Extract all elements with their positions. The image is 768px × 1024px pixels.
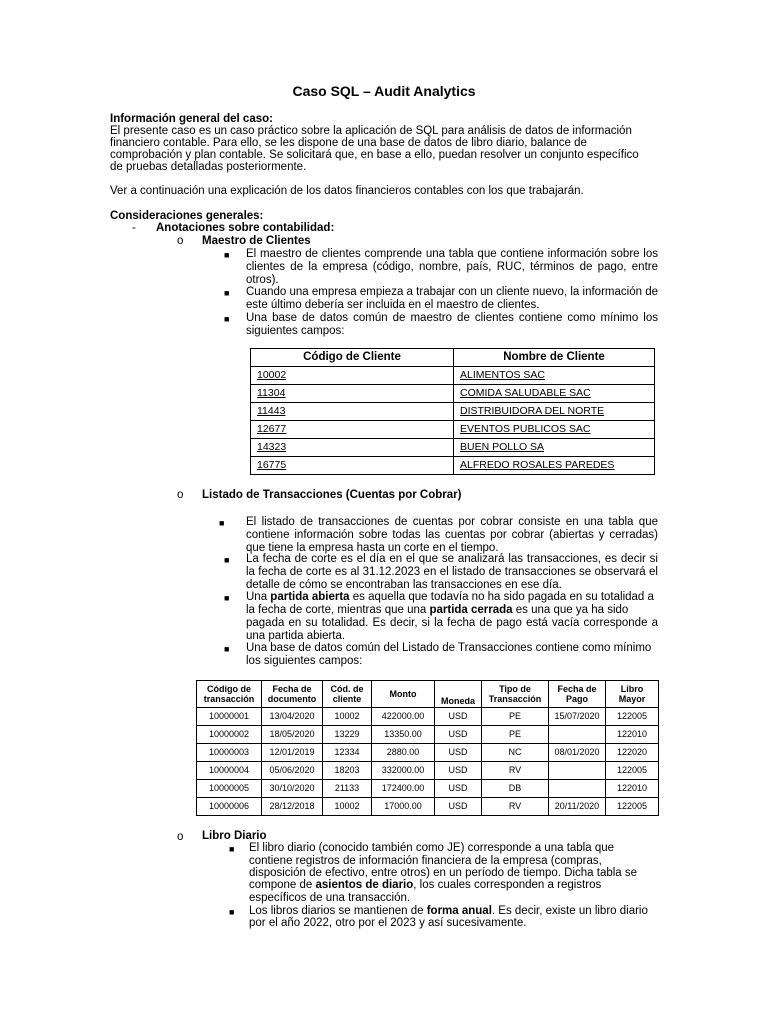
journal-bullet-line: El libro diario (conocido también como JE) corresponde a una tabla que xyxy=(249,842,615,854)
table-row xyxy=(251,439,655,457)
intro-heading: Información general del caso: xyxy=(110,113,273,125)
header-line: Fecha de xyxy=(557,684,597,694)
square-bullet: ■ xyxy=(219,518,225,528)
table-row xyxy=(251,457,655,475)
currency-cell: USD xyxy=(435,762,482,780)
client-code-cell[interactable]: 14323 xyxy=(251,439,454,457)
transaction-type-cell: PE xyxy=(482,708,549,726)
table-row xyxy=(251,385,655,403)
transactions-bullet-line: La fecha de corte es el día en el que se analizará las transacciones, es decir si xyxy=(246,553,658,565)
square-bullet: ■ xyxy=(229,907,235,917)
maestro-bullet-line: Cuando una empresa empieza a trabajar con un cliente nuevo, la información de xyxy=(246,286,658,298)
journal-entries-term: asientos de diario xyxy=(315,879,414,891)
annual-form-term: forma anual xyxy=(426,905,492,917)
maestro-bullet-line: este último debería ser incluida en el maestro de clientes. xyxy=(246,299,540,311)
header-line: Cód. de xyxy=(330,684,364,694)
transactions-bullet-line: detalle de cómo se encontraban las transacciones en ese día. xyxy=(246,579,562,591)
clients-table xyxy=(250,348,655,475)
header-line: Mayor xyxy=(618,694,646,704)
square-bullet: ■ xyxy=(224,250,230,260)
transactions-bullet-line: Una base de datos común del Listado de Transacciones contiene como mínimo xyxy=(246,642,652,654)
transactions-bullet-line: una partida abierta. xyxy=(246,630,346,642)
text-run: la fecha de corte, mientras que una xyxy=(246,604,430,616)
journal-bullet-line: específicos de una transacción. xyxy=(249,892,411,904)
currency-cell: USD xyxy=(435,708,482,726)
client-code-cell: 13229 xyxy=(323,726,372,744)
closed-item-term: partida cerrada xyxy=(429,604,513,616)
maestro-bullet-line: otros). xyxy=(246,274,279,286)
header-line: cliente xyxy=(332,694,362,704)
text-run: Los libros diarios se mantienen de xyxy=(249,905,427,917)
square-bullet: ■ xyxy=(224,644,230,654)
ledger-cell: 122005 xyxy=(606,798,659,816)
transaction-code-cell: 10000005 xyxy=(197,780,262,798)
client-code-cell: 10002 xyxy=(323,798,372,816)
payment-date-cell xyxy=(549,726,606,744)
maestro-heading: Maestro de Clientes xyxy=(202,235,311,247)
col-header-document-date xyxy=(262,681,323,708)
payment-date-cell: 08/01/2020 xyxy=(549,744,606,762)
amount-cell: 17000.00 xyxy=(372,798,435,816)
transactions-bullet-line xyxy=(246,591,658,604)
considerations-heading: Consideraciones generales: xyxy=(110,210,264,222)
transaction-type-cell: DB xyxy=(482,780,549,798)
table-header-row xyxy=(197,681,659,708)
client-name-cell[interactable]: ALFREDO ROSALES PAREDES xyxy=(454,457,655,475)
table-row xyxy=(251,403,655,421)
table-row xyxy=(197,762,659,780)
currency-cell: USD xyxy=(435,780,482,798)
col-header-payment-date xyxy=(549,681,606,708)
payment-date-cell xyxy=(549,762,606,780)
amount-cell: 2880.00 xyxy=(372,744,435,762)
header-line: Fecha de xyxy=(272,684,312,694)
client-code-cell[interactable]: 11304 xyxy=(251,385,454,403)
client-name-cell[interactable]: DISTRIBUIDORA DEL NORTE xyxy=(454,403,655,421)
payment-date-cell: 15/07/2020 xyxy=(549,708,606,726)
transaction-code-cell: 10000004 xyxy=(197,762,262,780)
text-run: , los cuales corresponden a registros xyxy=(413,879,602,891)
transaction-type-cell: NC xyxy=(482,744,549,762)
client-code-cell: 21133 xyxy=(323,780,372,798)
transactions-heading: Listado de Transacciones (Cuentas por Cobrar) xyxy=(202,489,462,501)
transactions-bullet-line: los siguientes campos: xyxy=(246,655,363,667)
amount-cell: 422000.00 xyxy=(372,708,435,726)
client-code-cell[interactable]: 16775 xyxy=(251,457,454,475)
payment-date-cell: 20/11/2020 xyxy=(549,798,606,816)
client-code-cell[interactable]: 11443 xyxy=(251,403,454,421)
intro-see-below: Ver a continuación una explicación de los datos financieros contables con los que trabajarán. xyxy=(110,185,584,197)
open-item-term: partida abierta xyxy=(270,591,350,603)
col-header-transaction-type xyxy=(482,681,549,708)
col-header-amount xyxy=(372,681,435,708)
transactions-bullet-line: que tiene la empresa hasta un corte en el tiempo. xyxy=(246,542,499,554)
currency-cell: USD xyxy=(435,744,482,762)
document-date-cell: 30/10/2020 xyxy=(262,780,323,798)
client-code-cell[interactable]: 10002 xyxy=(251,367,454,385)
client-name-cell[interactable]: BUEN POLLO SA xyxy=(454,439,655,457)
col-header-transaction-code xyxy=(197,681,262,708)
ledger-cell: 122020 xyxy=(606,744,659,762)
text-run: . Es decir, existe un libro diario xyxy=(491,905,648,917)
square-bullet: ■ xyxy=(229,844,235,854)
header-line: Transacción xyxy=(488,694,542,704)
col-header-ledger xyxy=(606,681,659,708)
client-name-cell[interactable]: ALIMENTOS SAC xyxy=(454,367,655,385)
text-run: Una xyxy=(246,591,271,603)
journal-bullet-line xyxy=(249,879,601,892)
text-run: es una que ya ha sido xyxy=(512,604,629,616)
intro-line: financiero contable. Para ello, se les dispone de una base de datos de libro diario, balance de xyxy=(110,137,587,149)
maestro-bullet-line: siguientes campos: xyxy=(246,325,345,337)
currency-cell: USD xyxy=(435,798,482,816)
document-date-cell: 13/04/2020 xyxy=(262,708,323,726)
text-run xyxy=(246,591,654,604)
square-bullet: ■ xyxy=(224,314,230,324)
ledger-cell: 122010 xyxy=(606,780,659,798)
header-line: documento xyxy=(267,694,317,704)
transactions-bullet-line: la fecha de corte es al 31.12.2023 en el listado de transacciones se observará el xyxy=(246,566,658,578)
transactions-bullet-line: contiene información sobre todas las cuentas por cobrar (abiertas y cerradas) xyxy=(246,529,658,541)
col-header-client-name: Nombre de Cliente xyxy=(454,349,655,367)
table-row xyxy=(251,421,655,439)
document-title: Caso SQL – Audit Analytics xyxy=(292,83,476,99)
maestro-bullet-line: clientes de la empresa (código, nombre, país, RUC, términos de pago, entre xyxy=(246,261,658,273)
amount-cell: 332000.00 xyxy=(372,762,435,780)
table-row xyxy=(197,744,659,762)
transaction-type-cell: RV xyxy=(482,798,549,816)
square-bullet: ■ xyxy=(224,555,230,565)
transaction-code-cell: 10000001 xyxy=(197,708,262,726)
header-line: Monto xyxy=(389,689,417,699)
maestro-bullet-line: Una base de datos común de maestro de clientes contiene como mínimo los xyxy=(246,312,658,324)
table-row xyxy=(251,367,655,385)
circle-bullet: o xyxy=(177,831,184,843)
journal-bullet-line: contiene registros de información financiera de la empresa (compras, xyxy=(249,855,602,867)
client-code-cell: 18203 xyxy=(323,762,372,780)
header-line: Libro xyxy=(620,684,644,694)
col-header-client-code: Código de Cliente xyxy=(251,349,454,367)
intro-line: comprobación y plan contable. Se solicitará que, en base a ello, puedan resolver un conjunto específico xyxy=(110,149,639,161)
ledger-cell: 122005 xyxy=(606,708,659,726)
client-code-cell[interactable]: 12677 xyxy=(251,421,454,439)
ledger-cell: 122010 xyxy=(606,726,659,744)
journal-bullet-line: disposición de efectivo, entre otros) en un período de tiempo. Dicha tabla se xyxy=(249,867,638,879)
payment-date-cell xyxy=(549,780,606,798)
transaction-code-cell: 10000003 xyxy=(197,744,262,762)
square-bullet: ■ xyxy=(224,593,230,603)
transactions-table xyxy=(196,680,659,816)
transactions-bullet-line xyxy=(246,604,658,617)
table-header-row xyxy=(251,349,655,367)
transaction-code-cell: 10000006 xyxy=(197,798,262,816)
header-line: Pago xyxy=(565,694,588,704)
circle-bullet: o xyxy=(177,235,184,247)
client-code-cell: 10002 xyxy=(323,708,372,726)
client-code-cell: 12334 xyxy=(323,744,372,762)
document-date-cell: 18/05/2020 xyxy=(262,726,323,744)
accounting-notes-heading: Anotaciones sobre contabilidad: xyxy=(156,222,335,234)
header-line: transacción xyxy=(203,694,255,704)
header-line: Código de xyxy=(207,684,251,694)
currency-cell: USD xyxy=(435,726,482,744)
journal-bullet-line xyxy=(249,905,648,918)
header-line: Moneda xyxy=(440,696,475,706)
table-row xyxy=(197,708,659,726)
transaction-code-cell: 10000002 xyxy=(197,726,262,744)
document-date-cell: 28/12/2018 xyxy=(262,798,323,816)
ledger-cell: 122005 xyxy=(606,762,659,780)
transactions-bullet-line: El listado de transacciones de cuentas por cobrar consiste en una tabla que xyxy=(246,516,658,528)
amount-cell: 172400.00 xyxy=(372,780,435,798)
table-row xyxy=(197,726,659,744)
document-date-cell: 05/06/2020 xyxy=(262,762,323,780)
amount-cell: 13350.00 xyxy=(372,726,435,744)
client-name-cell[interactable]: COMIDA SALUDABLE SAC xyxy=(454,385,655,403)
transaction-type-cell: PE xyxy=(482,726,549,744)
transactions-bullet-line: pagada en su totalidad. Es decir, si la fecha de pago está vacía corresponde a xyxy=(246,617,658,629)
table-row xyxy=(197,798,659,816)
col-header-currency xyxy=(435,681,482,708)
table-row xyxy=(197,780,659,798)
maestro-bullet-line: El maestro de clientes comprende una tabla que contiene información sobre los xyxy=(246,248,658,260)
circle-bullet: o xyxy=(177,489,184,501)
text-run: es aquella que todavía no ha sido pagada en su totalidad a xyxy=(349,591,654,603)
intro-line: El presente caso es un caso práctico sobre la aplicación de SQL para análisis de datos de información xyxy=(110,125,632,137)
intro-line: de pruebas detalladas posteriormente. xyxy=(110,161,307,173)
journal-bullet-line: por el año 2022, otro por el 2023 y así sucesivamente. xyxy=(249,917,527,929)
text-run: compone de xyxy=(249,879,316,891)
square-bullet: ■ xyxy=(224,288,230,298)
journal-heading: Libro Diario xyxy=(202,830,267,842)
document-date-cell: 12/01/2019 xyxy=(262,744,323,762)
col-header-client-code xyxy=(323,681,372,708)
header-line: Tipo de xyxy=(499,684,531,694)
dash-marker: - xyxy=(132,222,136,234)
transaction-type-cell: RV xyxy=(482,762,549,780)
client-name-cell[interactable]: EVENTOS PUBLICOS SAC xyxy=(454,421,655,439)
